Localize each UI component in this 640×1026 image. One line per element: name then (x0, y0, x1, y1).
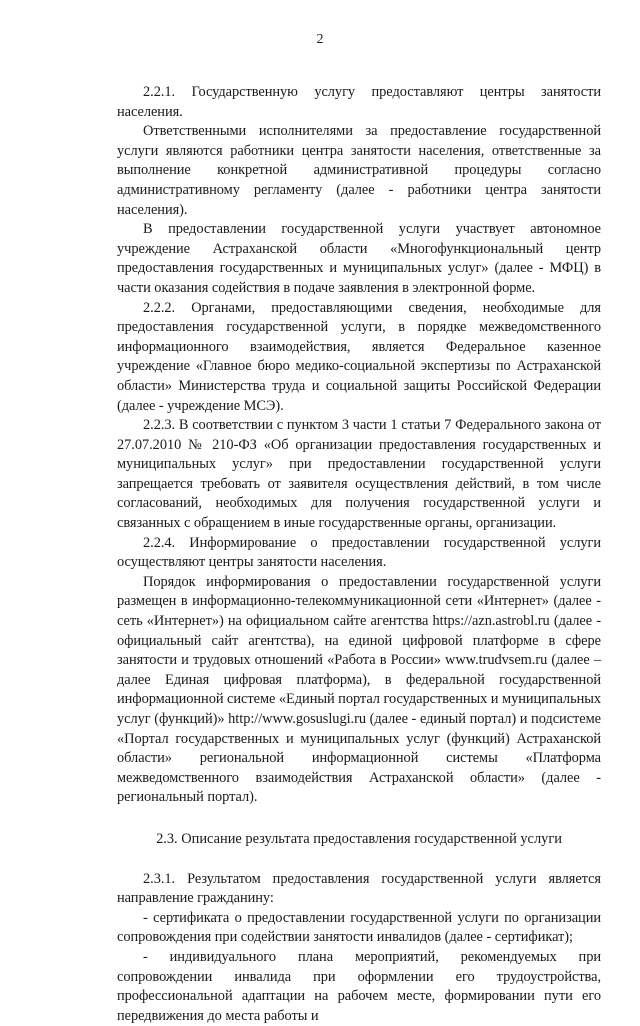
section-heading-2-3: 2.3. Описание результата предоставления государственной услуги (156, 830, 562, 847)
paragraph-2-2-1: 2.2.1. Государственную услугу предоставляют центры занятости населения. (117, 84, 601, 120)
paragraph-2-2-3: 2.2.3. В соответствии с пунктом 3 части 1 статьи 7 Федерального закона от 27.07.2010 № 210-ФЗ «Об организации предоставления государственных и муниципальных услуг» при предоставлении государственной услуги запрещается требовать от заявителя осуществления действий, в том числе согласований, необходимых для получения государственной услуги и связанных с обращением в иные государственные органы, организации. (117, 417, 601, 532)
list-item-individual-plan: - индивидуального плана мероприятий, рекомендуемых при сопровождении инвалида при оформлении его трудоустройства, профессиональной адаптации на рабочем месте, формировании пути его передвижения до места работы и (117, 948, 601, 1024)
document-body (117, 83, 601, 1026)
paragraph-2-2-4: 2.2.4. Информирование о предоставлении государственной услуги осуществляют центры занятости населения. (117, 534, 601, 571)
paragraph-responsible-executors: Ответственными исполнителями за предоставление государственной услуги являются работники центра занятости населения, ответственные за выполнение конкретной административной процедуры согласно административному регламенту (далее - работники центра занятости населения). (117, 123, 601, 218)
page-number: 2 (316, 32, 324, 47)
paragraph-informing-procedure: Порядок информирования о предоставлении государственной услуги размещен в информационно-телекоммуникационной сети «Интернет» (далее - сеть «Интернет») на официальном сайте агентства https://azn.astrobl.ru (далее - официальный сайт агентства), на единой цифровой платформе в сфере занятости и трудовых отношений «Работа в России» www.trudvsem.ru (далее – далее Единая цифровая платформа), в федеральной государственной информационной системе «Единый портал государственных и муниципальных услуг (функций)» http://www.gosuslugi.ru (далее - единый портал) и подсистеме «Портал государственных и муниципальных услуг (функций) Астраханской области» региональной информационной системы «Платформа межведомственного взаимодействия Астраханской области» (далее - региональный портал). (117, 573, 601, 806)
list-item-certificate: - сертификата о предоставлении государственной услуги по организации сопровождения при содействии занятости инвалидов (далее - сертификат); (117, 909, 601, 946)
paragraph-2-2-2: 2.2.2. Органами, предоставляющими сведения, необходимые для предоставления государственной услуги, в порядке межведомственного информационного взаимодействия, является Федеральное казенное учреждение «Главное бюро медико-социальной экспертизы по Астраханской области» Министерства труда и социальной защиты Российской Федерации (далее - учреждение МСЭ). (117, 299, 601, 414)
paragraph-mfc-participation: В предоставлении государственной услуги участвует автономное учреждение Астраханской области «Многофункциональный центр предоставления государственных и муниципальных услуг» (далее - МФЦ) в части оказания содействия в подаче заявления в электронной форме. (117, 221, 601, 296)
paragraph-2-3-1: 2.3.1. Результатом предоставления государственной услуги является направление гражданину: (117, 870, 601, 907)
